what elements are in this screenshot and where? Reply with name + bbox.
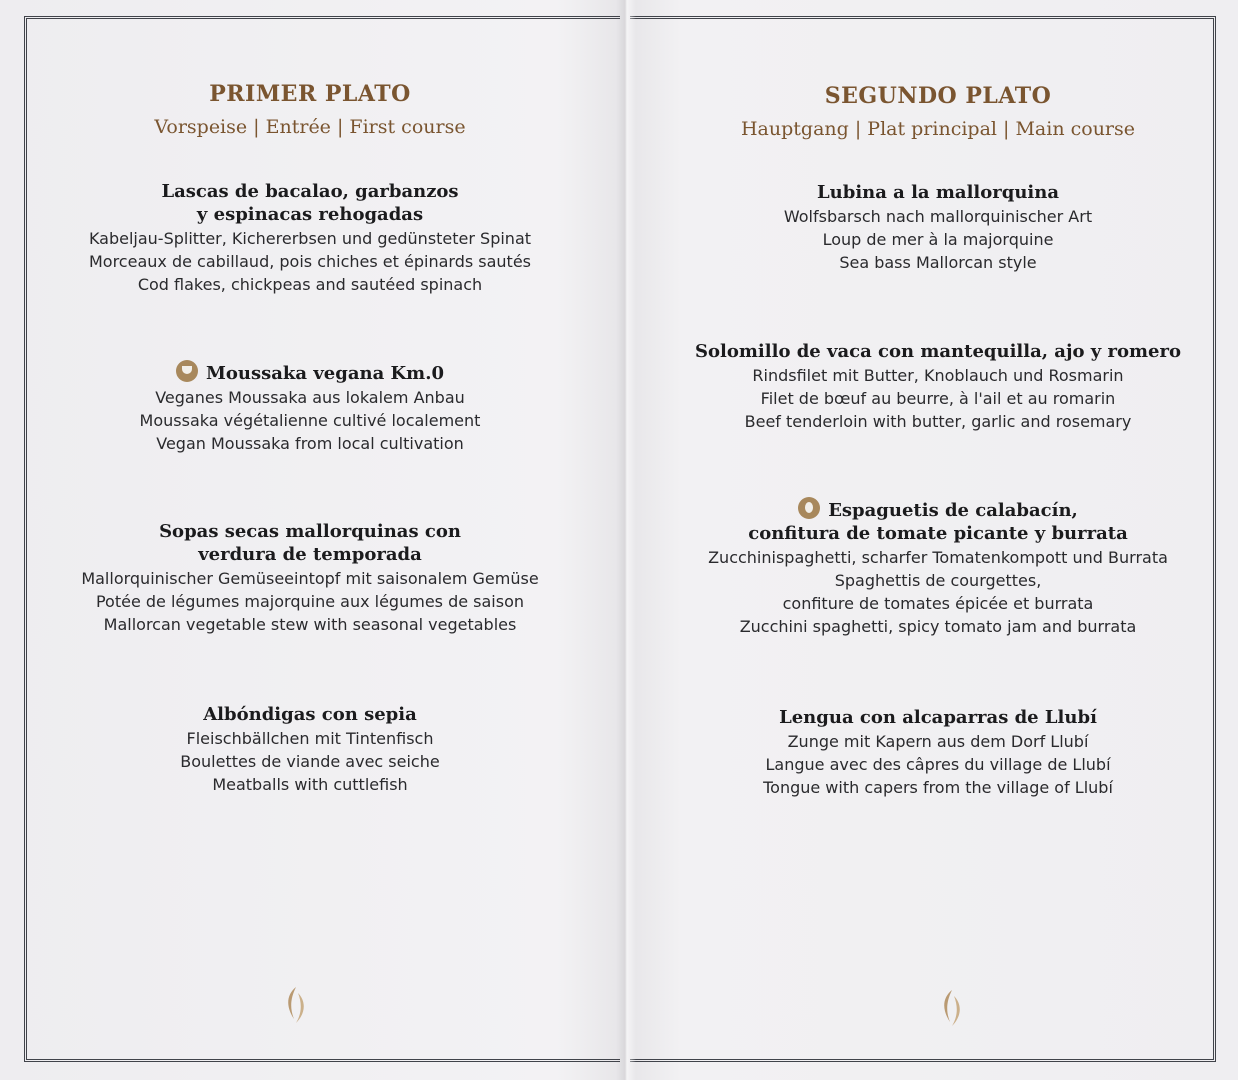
menu-fold — [616, 0, 636, 1080]
dish-name: verdura de temporada — [198, 544, 422, 565]
dish-name: Lascas de bacalao, garbanzos — [161, 181, 459, 202]
dish-description-de: Kabeljau-Splitter, Kichererbsen und gedünsteter Spinat — [88, 229, 532, 248]
dish-description-fr: Moussaka végétalienne cultivé localement — [139, 411, 481, 430]
dish-name-text: Moussaka vegana Km.0 — [205, 363, 444, 384]
dish-item — [30, 520, 590, 636]
dish-item — [30, 360, 590, 455]
dish-item — [30, 703, 590, 796]
dish-description-de: Wolfsbarsch nach mallorquinischer Art — [783, 207, 1093, 226]
dish-description-de: Zucchinispaghetti, scharfer Tomatenkompott und Burrata — [708, 548, 1168, 567]
dish-description-en: Cod flakes, chickpeas and sautéed spinach — [137, 275, 483, 294]
dish-description-de: Veganes Moussaka aus lokalem Anbau — [155, 388, 465, 407]
course-subtitle: Hauptgang | Plat principal | Main course — [740, 118, 1136, 140]
course-title: SEGUNDO PLATO — [824, 83, 1052, 109]
dish-description-fr: Langue avec des câpres du village de Llubí — [765, 755, 1111, 774]
dish-item — [30, 180, 590, 296]
first-course-column — [30, 80, 590, 1040]
dish-name: Lengua con alcaparras de Llubí — [779, 707, 1097, 728]
dish-description-de: Zunge mit Kapern aus dem Dorf Llubí — [787, 732, 1089, 751]
dish-description-fr: Boulettes de viande avec seiche — [180, 752, 440, 771]
dish-item — [640, 497, 1236, 638]
dish-description-fr: Potée de légumes majorquine aux légumes de saison — [95, 592, 525, 611]
dish-name: y espinacas rehogadas — [196, 204, 424, 225]
course-title: PRIMER PLATO — [209, 81, 411, 107]
leaf-logo-icon — [282, 985, 310, 1025]
dish-name: confitura de tomate picante y burrata — [748, 523, 1128, 544]
dish-name: Lubina a la mallorquina — [816, 182, 1059, 203]
dish-description-fr: Spaghettis de courgettes, — [834, 571, 1042, 590]
dish-description-fr: Filet de bœuf au beurre, à l'ail et au romarin — [760, 389, 1116, 408]
dish-description-en: Tongue with capers from the village of Llubí — [763, 778, 1113, 797]
dish-description-de: Rindsfilet mit Butter, Knoblauch und Rosmarin — [752, 366, 1124, 385]
dish-description-fr-cont: confiture de tomates épicée et burrata — [782, 594, 1094, 613]
dish-item — [640, 181, 1236, 274]
leaf-logo-icon — [938, 988, 966, 1028]
dish-name-text: Espaguetis de calabacín, — [828, 500, 1078, 521]
dish-description-en: Mallorcan vegetable stew with seasonal vegetables — [103, 615, 517, 634]
dish-description-de: Mallorquinischer Gemüseeintopf mit saisonalem Gemüse — [81, 569, 539, 588]
dish-item — [640, 340, 1236, 433]
dish-name: Albóndigas con sepia — [203, 704, 417, 725]
course-subtitle: Vorspeise | Entrée | First course — [154, 116, 466, 138]
dish-item — [640, 706, 1236, 799]
main-course-column — [640, 82, 1236, 1042]
dish-description-en: Beef tenderloin with butter, garlic and rosemary — [744, 412, 1132, 431]
dish-description-en: Zucchini spaghetti, spicy tomato jam and burrata — [739, 617, 1137, 636]
dish-name — [30, 360, 590, 385]
dish-description-fr: Loup de mer à la majorquine — [822, 230, 1054, 249]
dish-description-en: Vegan Moussaka from local cultivation — [156, 434, 464, 453]
vegetarian-badge-icon — [798, 497, 820, 519]
vegan-badge-icon — [176, 360, 198, 382]
dish-description-fr: Morceaux de cabillaud, pois chiches et épinards sautés — [88, 252, 531, 271]
dish-description-de: Fleischbällchen mit Tintenfisch — [186, 729, 434, 748]
dish-description-en: Meatballs with cuttlefish — [212, 775, 408, 794]
dish-name: Solomillo de vaca con mantequilla, ajo y romero — [695, 341, 1181, 362]
dish-name — [640, 497, 1236, 522]
dish-description-en: Sea bass Mallorcan style — [839, 253, 1037, 272]
dish-name: Sopas secas mallorquinas con — [159, 521, 461, 542]
